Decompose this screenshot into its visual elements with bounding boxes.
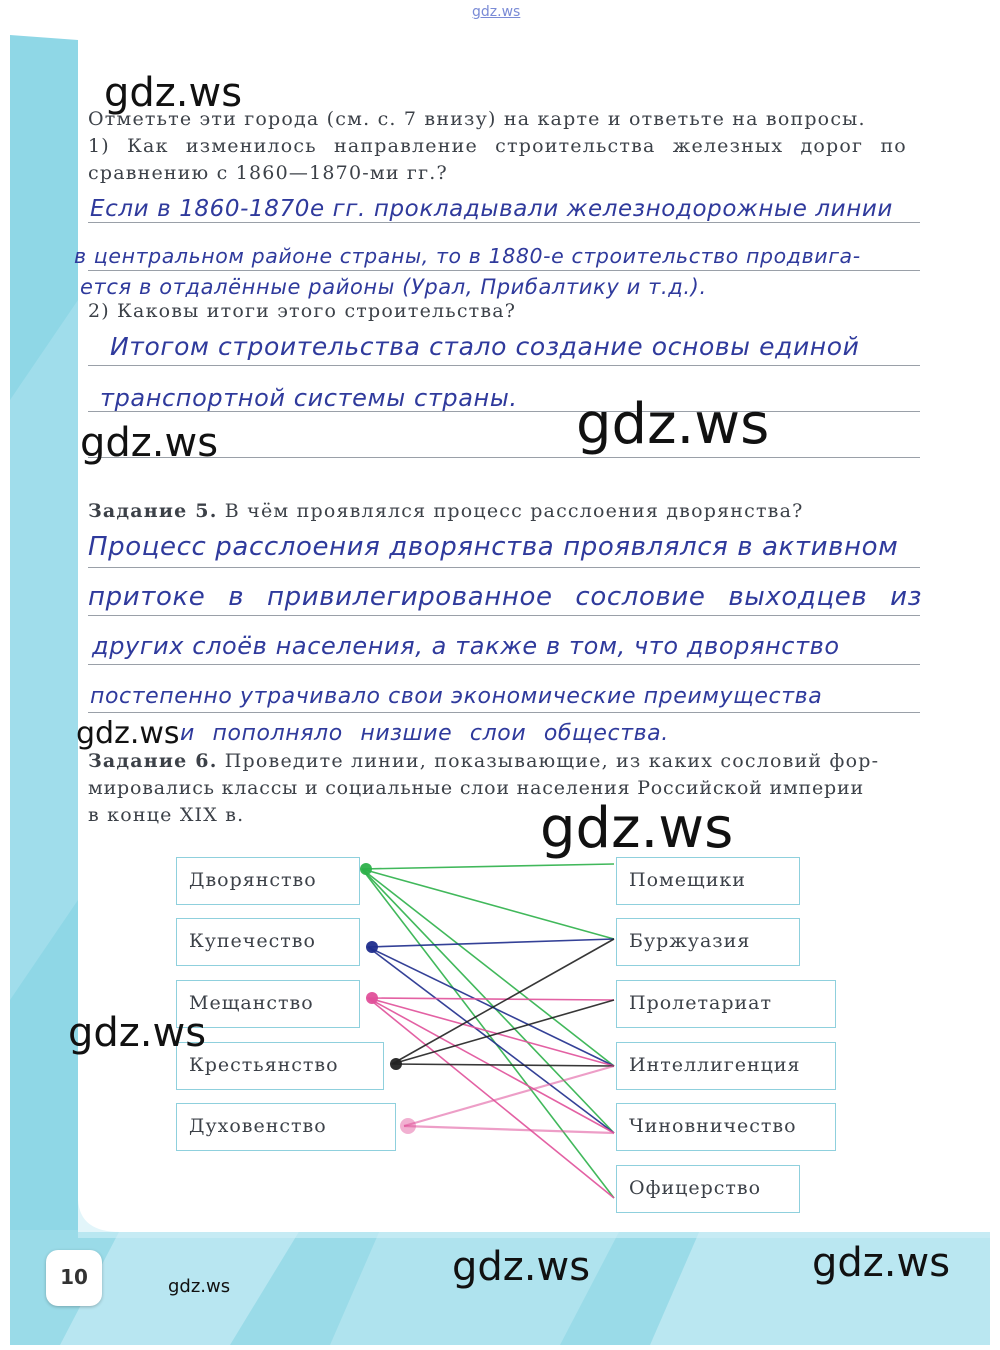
class-box-bourgeoisie[interactable] bbox=[616, 918, 800, 966]
class-box-officers[interactable] bbox=[616, 1165, 800, 1213]
estate-box-peasants[interactable] bbox=[176, 1042, 384, 1090]
watermark: gdz.ws bbox=[80, 420, 219, 466]
task-5-prompt bbox=[88, 500, 804, 522]
task-5-answer-line-1: Процесс расслоения дворянства проявлялся в активном bbox=[88, 532, 899, 562]
watermark: gdz.ws bbox=[76, 716, 180, 751]
answer-2-line-1: Итогом строительства стало создание основы единой bbox=[110, 332, 860, 361]
estate-label: Духовенство bbox=[189, 1115, 327, 1137]
answer-1-line-3: ется в отдалённые районы (Урал, Прибалтику и т.д.). bbox=[80, 275, 707, 299]
class-label: Интеллигенция bbox=[629, 1054, 801, 1076]
watermark-top: gdz.ws bbox=[472, 4, 521, 20]
page-number: 10 bbox=[60, 1265, 88, 1289]
class-label: Буржуазия bbox=[629, 930, 751, 952]
answer-1-line-2: в центральном районе страны, то в 1880-е строительство продвига- bbox=[74, 244, 861, 268]
answer-1-line-1: Если в 1860-1870е гг. прокладывали железнодорожные линии bbox=[90, 196, 893, 222]
task-5-answer-line-4: постепенно утрачивало свои экономические преимущества bbox=[90, 684, 823, 709]
task-6-prompt-line-3: в конце XIX в. bbox=[88, 804, 245, 826]
estate-box-merchants[interactable] bbox=[176, 918, 360, 966]
class-box-proletariat[interactable] bbox=[616, 980, 836, 1028]
task-6-prompt-line-2: мировались классы и социальные слои населения Российской империи bbox=[88, 777, 864, 799]
class-box-landowners[interactable] bbox=[616, 857, 800, 905]
class-label: Чиновничество bbox=[629, 1115, 797, 1137]
answer-2-line-2: транспортной системы страны. bbox=[100, 384, 518, 412]
ruled-line bbox=[88, 615, 920, 616]
ruled-line bbox=[88, 712, 920, 713]
estate-box-clergy[interactable] bbox=[176, 1103, 396, 1151]
page-number-badge bbox=[46, 1250, 102, 1306]
question-1-line-2: сравнению с 1860—1870-ми гг.? bbox=[88, 162, 448, 184]
estate-label: Мещанство bbox=[189, 992, 314, 1014]
question-2: 2) Каковы итоги этого строительства? bbox=[88, 300, 517, 322]
watermark: gdz.ws bbox=[576, 392, 770, 457]
watermark: gdz.ws bbox=[452, 1244, 591, 1290]
task-5-answer-line-2: притоке в привилегированное сословие выходцев из bbox=[88, 582, 923, 612]
estate-label: Крестьянство bbox=[189, 1054, 339, 1076]
ruled-line bbox=[88, 222, 920, 223]
estate-label: Дворянство bbox=[189, 869, 317, 891]
estate-box-nobility[interactable] bbox=[176, 857, 360, 905]
class-box-intelligentsia[interactable] bbox=[616, 1042, 836, 1090]
ruled-line bbox=[88, 664, 920, 665]
watermark: gdz.ws bbox=[168, 1276, 231, 1297]
task-6-prompt-line-1 bbox=[88, 750, 879, 772]
ruled-line bbox=[88, 567, 920, 568]
task-5-label: Задание 5. bbox=[88, 500, 218, 522]
watermark: gdz.ws bbox=[540, 796, 734, 861]
task-5-text: В чём проявлялся процесс расслоения дворянства? bbox=[224, 500, 804, 522]
task-5-answer-line-5: и пополняло низшие слои общества. bbox=[180, 721, 669, 746]
task-6-label: Задание 6. bbox=[88, 750, 218, 772]
class-label: Офицерство bbox=[629, 1177, 762, 1199]
class-label: Пролетариат bbox=[629, 992, 772, 1014]
watermark: gdz.ws bbox=[812, 1240, 951, 1286]
watermark: gdz.ws bbox=[68, 1010, 207, 1056]
estate-label: Купечество bbox=[189, 930, 316, 952]
watermark: gdz.ws bbox=[104, 70, 243, 116]
question-1-line-1: 1) Как изменилось направление строительства железных дорог по bbox=[88, 135, 907, 157]
task-6-text-1: Проведите линии, показывающие, из каких сословий фор- bbox=[224, 750, 880, 772]
intro-line: Отметьте эти города (см. с. 7 внизу) на карте и ответьте на вопросы. bbox=[88, 108, 866, 130]
task-5-answer-line-3: других слоёв населения, а также в том, что дворянство bbox=[92, 632, 840, 660]
class-label: Помещики bbox=[629, 869, 746, 891]
ruled-line bbox=[88, 270, 920, 271]
class-box-officials[interactable] bbox=[616, 1103, 836, 1151]
ruled-line bbox=[88, 365, 920, 366]
